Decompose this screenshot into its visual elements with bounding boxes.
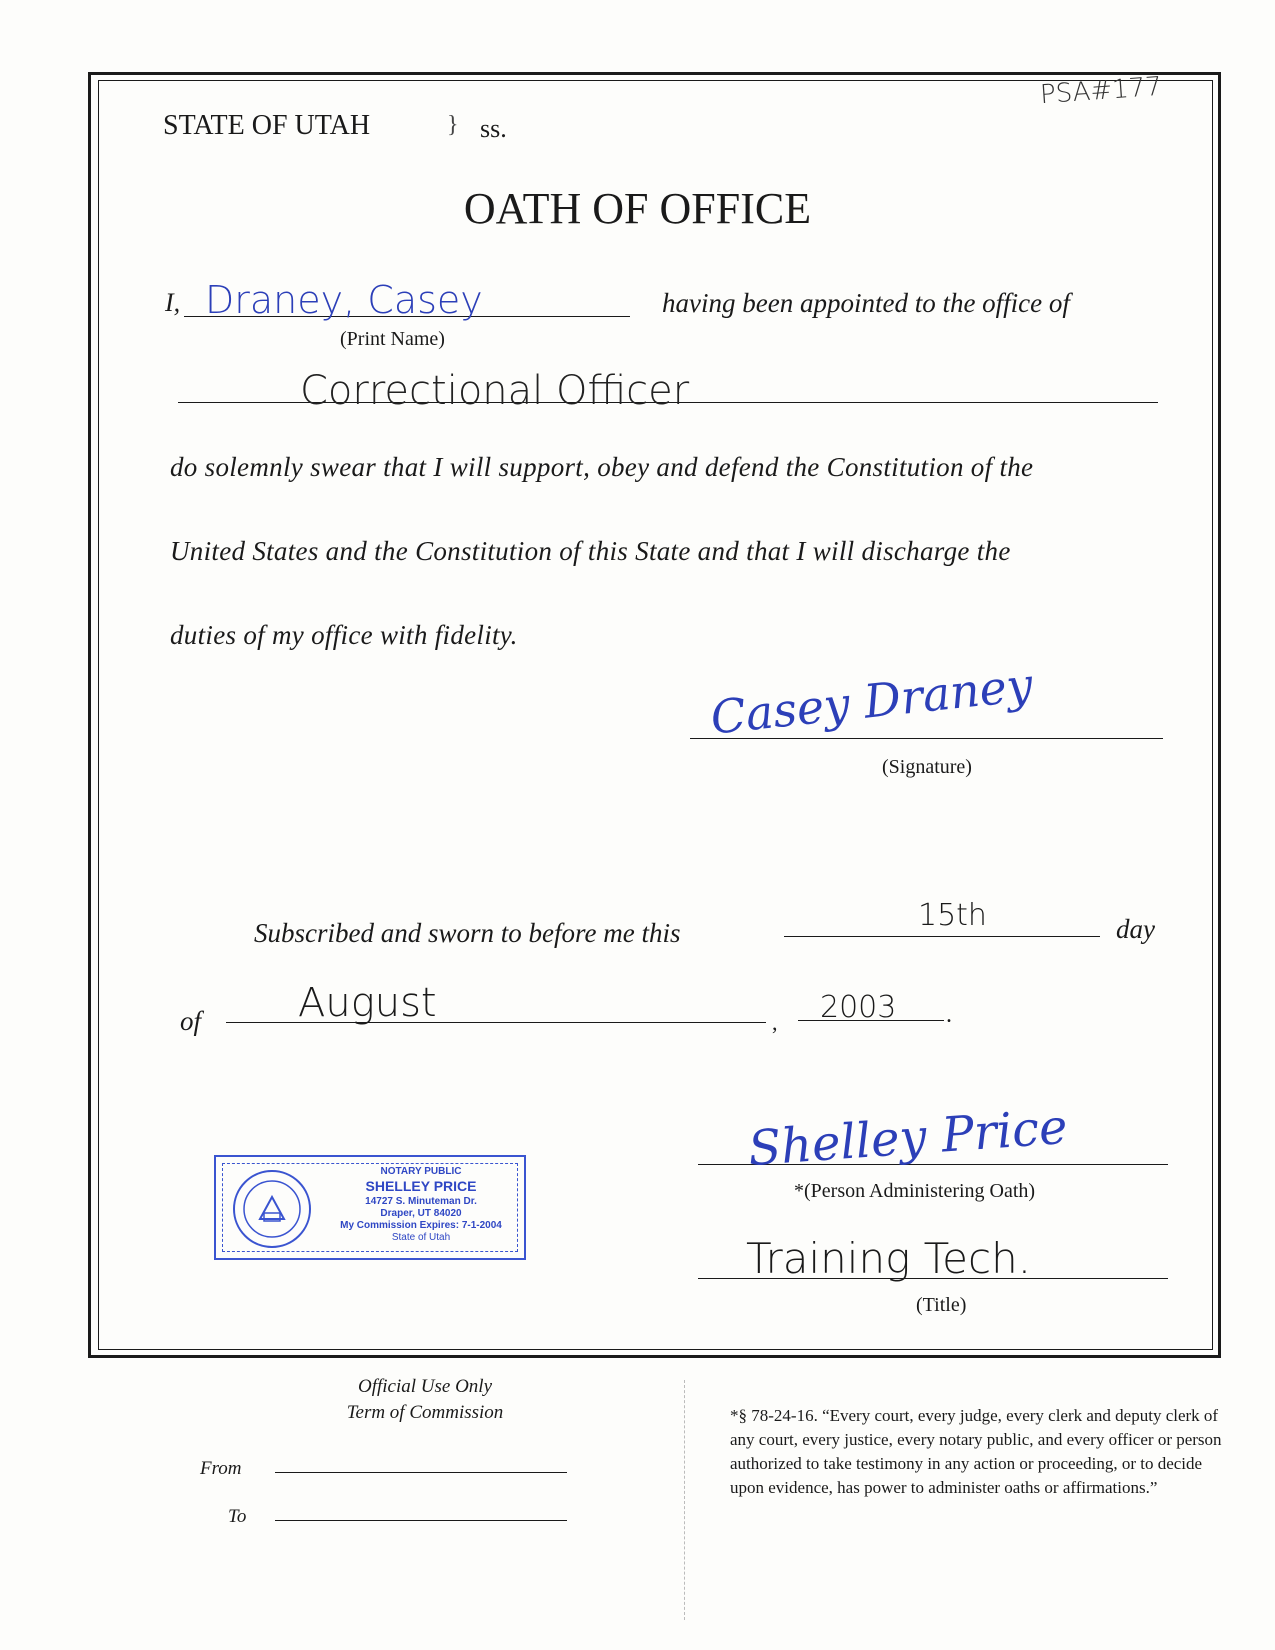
office-value: Correctional Officer (300, 368, 690, 414)
ss-label: ss. (480, 114, 507, 143)
oath-body-line-3: duties of my office with fidelity. (170, 620, 518, 650)
official-use-label: Official Use Only (357, 1376, 493, 1397)
state-of-utah-label: STATE OF UTAH (163, 110, 371, 141)
signature-value: Casey Draney (708, 657, 1036, 745)
subscribed-text: Subscribed and sworn to before me this (254, 918, 681, 948)
day-value: 15th (918, 898, 987, 933)
period-mark: . (946, 1002, 952, 1028)
to-label: To (228, 1506, 247, 1527)
stamp-line-5: My Commission Expires: 7-1-2004 (340, 1220, 502, 1231)
brace-mark: } (447, 112, 459, 138)
oath-body-line-1: do solemnly swear that I will support, obey and defend the Constitution of the (170, 452, 1034, 482)
of-word: of (180, 1006, 202, 1036)
administrator-signature: Shelley Price (746, 1098, 1070, 1178)
stamp-line-2: SHELLEY PRICE (365, 1178, 477, 1194)
title-caption: (Title) (916, 1294, 967, 1316)
notary-stamp (214, 1155, 526, 1260)
term-of-commission-label: Term of Commission (346, 1402, 504, 1423)
month-value: August (298, 980, 437, 1026)
signature-caption: (Signature) (882, 756, 972, 778)
ref-number-handwritten: PSA#177 (1039, 71, 1163, 111)
appointed-text: having been appointed to the office of (662, 288, 1070, 318)
footer-divider (684, 1380, 685, 1620)
year-value: 2003 (820, 990, 897, 1025)
stamp-line-4: Draper, UT 84020 (380, 1208, 462, 1219)
i-prefix: I, (165, 288, 181, 317)
page-title: OATH OF OFFICE (463, 184, 812, 233)
statute-footnote: *§ 78-24-16. “Every court, every judge, every clerk and deputy clerk of any court, every justice, every notary public, and every officer or person authorized to take testimony in any action or proceeding, or to decide upon evidence, has power to administer oaths or affirmations.” (730, 1406, 1222, 1497)
day-word: day (1116, 914, 1155, 944)
printed-name-value: Draney, Casey (205, 278, 483, 322)
print-name-caption: (Print Name) (340, 328, 445, 350)
administrator-caption: *(Person Administering Oath) (794, 1180, 1036, 1202)
oath-body-line-2: United States and the Constitution of this State and that I will discharge the (170, 536, 1011, 566)
stamp-line-6: State of Utah (391, 1232, 451, 1243)
day-line (784, 936, 1100, 937)
title-value: Training Tech. (746, 1234, 1032, 1283)
from-label: From (200, 1458, 242, 1479)
stamp-line-1: NOTARY PUBLIC (380, 1166, 462, 1177)
state-seal-icon (230, 1167, 314, 1251)
to-line (275, 1520, 567, 1521)
official-use-block (300, 1374, 550, 1426)
from-line (275, 1472, 567, 1473)
stamp-line-3: 14727 S. Minuteman Dr. (365, 1196, 477, 1207)
comma-mark: , (772, 1010, 778, 1035)
